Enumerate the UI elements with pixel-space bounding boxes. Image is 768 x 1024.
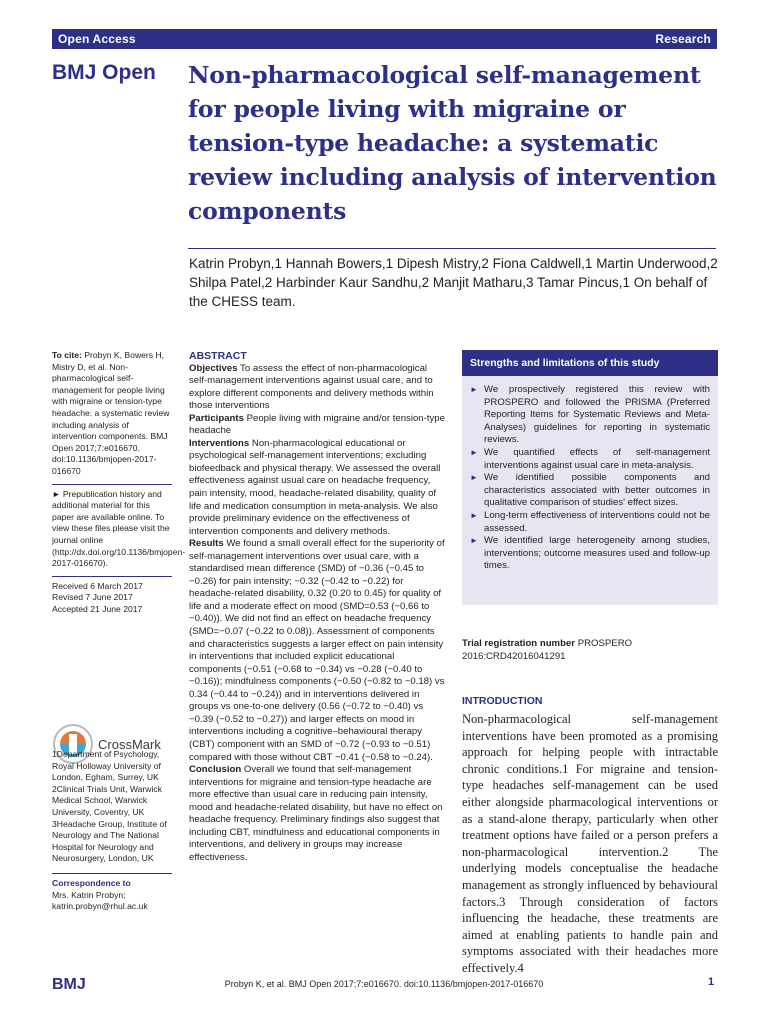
strengths-list bbox=[462, 384, 718, 573]
article-type-label: Research bbox=[655, 32, 711, 46]
abstract bbox=[189, 350, 447, 864]
triangle-bullet-icon: ► bbox=[470, 510, 478, 520]
article-title: Non-pharmacological self-management for people living with migraine or tension-type headache: a systematic review including analysis of intervention components bbox=[188, 61, 717, 225]
prepublication-note[interactable]: ► Prepublication history and additional material for this paper are available online. To view these files please visit the journal online (http://dx.doi.org/10.1136/bmjopen-2017-016670). bbox=[52, 488, 186, 569]
abstract-conclusion bbox=[189, 764, 447, 864]
sidebar-divider bbox=[52, 873, 172, 874]
cite-label: To cite: bbox=[52, 350, 82, 360]
sidebar-divider bbox=[52, 484, 172, 485]
triangle-bullet-icon: ► bbox=[470, 385, 478, 394]
crossmark-label: CrossMark bbox=[98, 736, 161, 752]
results-text: We found a small overall effect for the superiority of self-management interventions over usual care, with a standardised mean difference (SMD) of −0.36 (−0.45 to −0.26) for pain intensity; −0.32 (−0.42 to −0.22) for headache-related disability, 0.32 (0.20 to 0.45) for quality of life and a moderate effect on mood (SMD=0.53 (−0.66 to −0.40)). We did not find an effect on headache frequency (SMD=−0.07 (−0.22 to 0.08)). Assessment of components and characteristics suggests a larger effect on pain intensity in interventions that included explicit educational components (−0.51 (−0.68 to −0.34) vs −0.28 (−0.40 to −0.16)); mindfulness components (−0.50 (−0.82 to −0.18) vs 0.34 (−0.44 to −0.24)) and in interventions delivered in groups vs one-to-one delivery (0.56 (−0.72 to −0.40) vs −0.39 (−0.52 to −0.27)) and larger effects on mood in interventions including a cognitive–behavioural therapy (CBT) component with an SMD of −0.72 (−0.93 to −0.51) compared with those without CBT −0.41 (−0.58 to −0.24). bbox=[189, 538, 445, 763]
author-list: Katrin Probyn,1 Hannah Bowers,1 Dipesh Mistry,2 Fiona Caldwell,1 Martin Underwood,2 Shilpa Patel,2 Harbinder Kaur Sandhu,2 Manjit Matharu,3 Tamar Pincus,1 On behalf of the CHESS team. bbox=[189, 256, 718, 309]
left-sidebar bbox=[52, 350, 186, 615]
correspondence-label: Correspondence to bbox=[52, 877, 131, 888]
correspondence-name: Mrs. Katrin Probyn; bbox=[52, 889, 126, 900]
correspondence-block bbox=[52, 878, 172, 913]
abstract-results bbox=[189, 538, 447, 764]
trial-value: PROSPERO 2016:CRD42016041291 bbox=[462, 638, 633, 662]
conclusion-label: Conclusion bbox=[189, 764, 242, 776]
list-item: ► We identified possible components and characteristics associated with better outcomes in qualitative comparison of studies' effect sizes. bbox=[470, 472, 710, 509]
revised-date: Revised 7 June 2017 bbox=[52, 592, 133, 603]
list-item: ► Long-term effectiveness of interventions could not be assessed. bbox=[470, 509, 710, 534]
interventions-label: Interventions bbox=[189, 437, 250, 449]
open-access-label: Open Access bbox=[58, 32, 136, 46]
list-item: ► We identified large heterogeneity among studies, interventions; outcome measures used and follow-up times. bbox=[470, 535, 710, 572]
objectives-text: To assess the effect of non-pharmacological self-management interventions against usual care, and to explore different components and delivery methods within those interventions bbox=[189, 362, 434, 412]
page-number: 1 bbox=[708, 976, 715, 988]
conclusion-text: Overall we found that self-management interventions for migraine and tension-type headache are more effective than usual care in reducing pain intensity, mood and headache-related disability, but have no effect on headache frequency. Preliminary findings also suggest that including CBT, mindfulness and educational components in interventions, and delivery in groups may increase effectiveness. bbox=[189, 764, 443, 863]
accepted-date: Accepted 21 June 2017 bbox=[52, 603, 143, 614]
triangle-bullet-icon: ► bbox=[470, 536, 478, 546]
strengths-heading: Strengths and limitations of this study bbox=[462, 350, 718, 376]
objectives-label: Objectives bbox=[189, 362, 238, 374]
correspondence-email[interactable]: katrin.probyn@rhul.ac.uk bbox=[52, 901, 148, 912]
strengths-limitations-box bbox=[462, 350, 718, 605]
abstract-participants bbox=[189, 413, 447, 438]
abstract-interventions bbox=[189, 438, 447, 538]
abstract-heading: ABSTRACT bbox=[189, 350, 247, 362]
participants-text: People living with migraine and/or tension-type headache bbox=[189, 412, 445, 437]
triangle-bullet-icon: ► bbox=[470, 473, 478, 483]
trial-label: Trial registration number bbox=[462, 638, 576, 649]
top-banner bbox=[52, 29, 717, 49]
affiliation-3: 3Headache Group, Institute of Neurology and The National Hospital for Neurology and Neurosurgery, London, UK bbox=[52, 818, 167, 864]
footer-citation: Probyn K, et al. BMJ Open 2017;7:e016670. doi:10.1136/bmjopen-2017-016670 bbox=[224, 979, 544, 989]
participants-label: Participants bbox=[189, 412, 244, 424]
citation-block bbox=[52, 350, 172, 478]
trial-registration bbox=[462, 637, 718, 663]
results-label: Results bbox=[189, 538, 224, 550]
list-item: ► We quantified effects of self-management interventions against usual care in meta-analysis. bbox=[470, 446, 710, 471]
cite-text: Probyn K, Bowers H, Mistry D, et al. Non-pharmacological self-management for people living with migraine or tension-type headache: a systematic review including analysis of intervention components. BMJ Open 2017;7:e016670. doi:10.1136/bmjopen-2017-016670 bbox=[52, 350, 170, 476]
introduction-heading: INTRODUCTION bbox=[462, 695, 543, 707]
affiliation-2: 2Clinical Trials Unit, Warwick Medical School, Warwick University, Coventry, UK bbox=[52, 783, 162, 817]
bmj-footer-logo: BMJ bbox=[52, 976, 86, 993]
abstract-objectives bbox=[189, 363, 447, 413]
triangle-bullet-icon: ► bbox=[470, 447, 478, 457]
received-date: Received 6 March 2017 bbox=[52, 580, 143, 591]
sidebar-divider bbox=[52, 576, 172, 577]
title-divider bbox=[188, 248, 716, 249]
interventions-text: Non-pharmacological educational or psychological self-management interventions; excluding biofeedback and physical therapy. We assessed the overall effectiveness against usual care on headache frequency, pain intensity, mood, headache-related disability, quality of life and medication consumption in meta-analysis. We also provide preliminary evidence on the effectiveness of intervention components and delivery methods. bbox=[189, 437, 441, 537]
affiliations bbox=[52, 749, 172, 913]
journal-logo: BMJ Open bbox=[52, 61, 156, 84]
affiliation-1: 1Department of Psychology, Royal Holloway University of London, Egham, Surrey, UK bbox=[52, 749, 161, 783]
list-item: ► We prospectively registered this review with PROSPERO and followed the PRISMA (Preferred Reporting Items for Systematic Reviews and Meta-Analyses) guidelines for reporting in systematic reviews. bbox=[470, 384, 710, 446]
dates-block bbox=[52, 581, 172, 616]
introduction-text: Non-pharmacological self-management interventions have been promoted as a promising approach for helping people with intractable chronic conditions.1 For migraine and tension-type headaches self-management can be used either alongside pharmacological interventions or as a stand-alone therapy, particularly when other treatment options have failed or a person prefers a non-pharmacological intervention.2 The underlying models conceptualise the headache management as strongly influenced by behavioural factors.3 Through consideration of factors influencing the headache, these treatments are aimed at enabling patients to handle pain and symptoms associated with their headaches more effectively.4 bbox=[462, 712, 718, 975]
